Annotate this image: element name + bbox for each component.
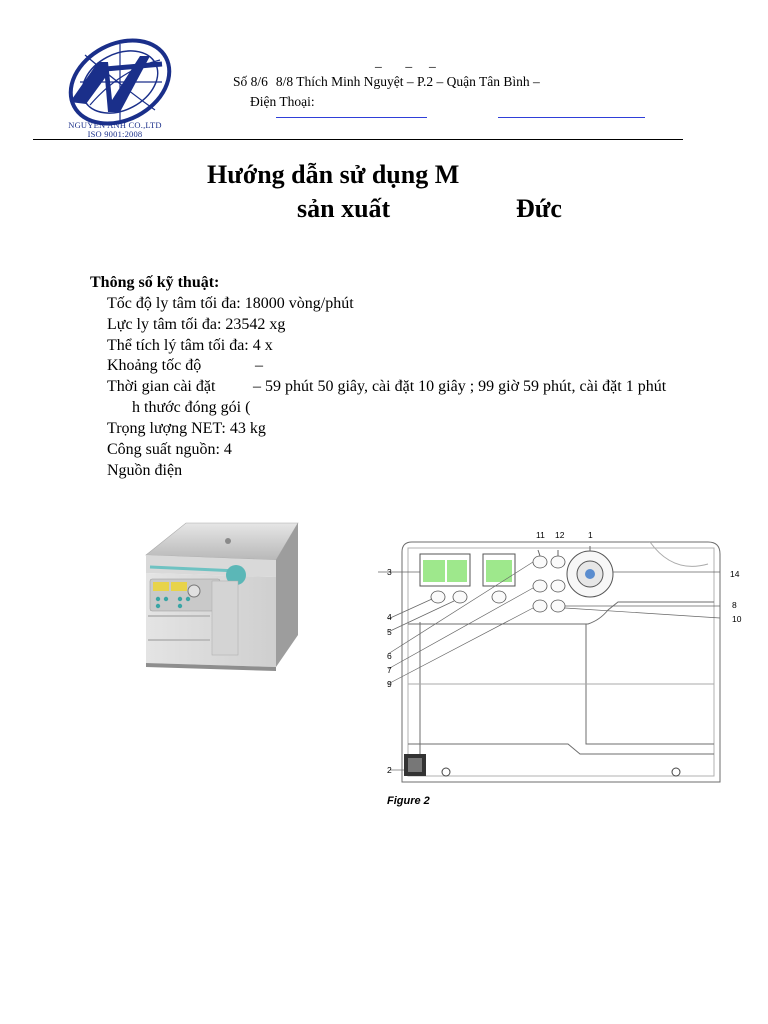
company-name: NGUYEN ANH CO.,LTD (68, 120, 162, 130)
header-divider (33, 139, 683, 140)
callout-2: 2 (387, 765, 392, 775)
figure-caption: Figure 2 (387, 795, 430, 807)
callout-6: 6 (387, 651, 392, 661)
callout-3: 3 (387, 567, 392, 577)
phone-label: Điện Thoại: (250, 94, 315, 109)
spec-max-volume: Thể tích lý tâm tối đa: 4 x (107, 337, 273, 354)
specs-heading: Thông số kỹ thuật: (90, 274, 220, 291)
callout-10: 10 (732, 614, 742, 624)
document-title-country: Đức (516, 194, 562, 223)
spec-timer-label: Thời gian cài đặt (107, 378, 216, 395)
address-street: 8/8 Thích Minh Nguyệt – P.2 – Quận Tân Bình – (275, 74, 540, 89)
address (233, 74, 540, 90)
callout-1: 1 (588, 530, 593, 540)
spec-max-rcf: Lực ly tâm tối đa: 23542 xg (107, 316, 286, 333)
callout-4: 4 (387, 612, 392, 622)
phone-link-underline[interactable] (276, 117, 427, 118)
spec-speed-range-value: – (255, 357, 263, 374)
spec-timer (107, 378, 667, 396)
callout-14: 14 (730, 569, 740, 579)
spec-max-speed: Tốc độ ly tâm tối đa: 18000 vòng/phút (107, 295, 354, 312)
callout-7: 7 (387, 665, 392, 675)
callout-9: 9 (387, 679, 392, 689)
address-number: Số 8/6 (233, 74, 268, 89)
spec-speed-range-label: Khoảng tốc độ (107, 357, 202, 374)
iso-certification: ISO 9001:2008 (87, 129, 143, 139)
spec-timer-value: – 59 phút 50 giây, cài đặt 10 giây ; 99 giờ 59 phút, cài đặt 1 phút (253, 378, 667, 395)
header-dashes: _ _ _ (375, 54, 436, 69)
document-title-manufacturer: sản xuất (297, 194, 391, 223)
callout-5: 5 (387, 627, 392, 637)
control-panel-diagram (368, 524, 758, 789)
spec-package-size: h thước đóng gói ( (132, 399, 251, 416)
callout-12: 12 (555, 530, 565, 540)
document-title-line1: Hướng dẫn sử dụng M (207, 160, 460, 189)
callout-11: 11 (536, 530, 545, 540)
logo-caption (40, 121, 190, 139)
email-link-underline[interactable] (498, 117, 645, 118)
callout-8: 8 (732, 600, 737, 610)
centrifuge-photo (128, 515, 303, 675)
spec-power-supply: Nguồn điện (107, 462, 183, 479)
spec-power: Công suất nguồn: 4 (107, 441, 232, 458)
spec-net-weight: Trọng lượng NET: 43 kg (107, 420, 266, 437)
spec-speed-range (107, 357, 263, 375)
